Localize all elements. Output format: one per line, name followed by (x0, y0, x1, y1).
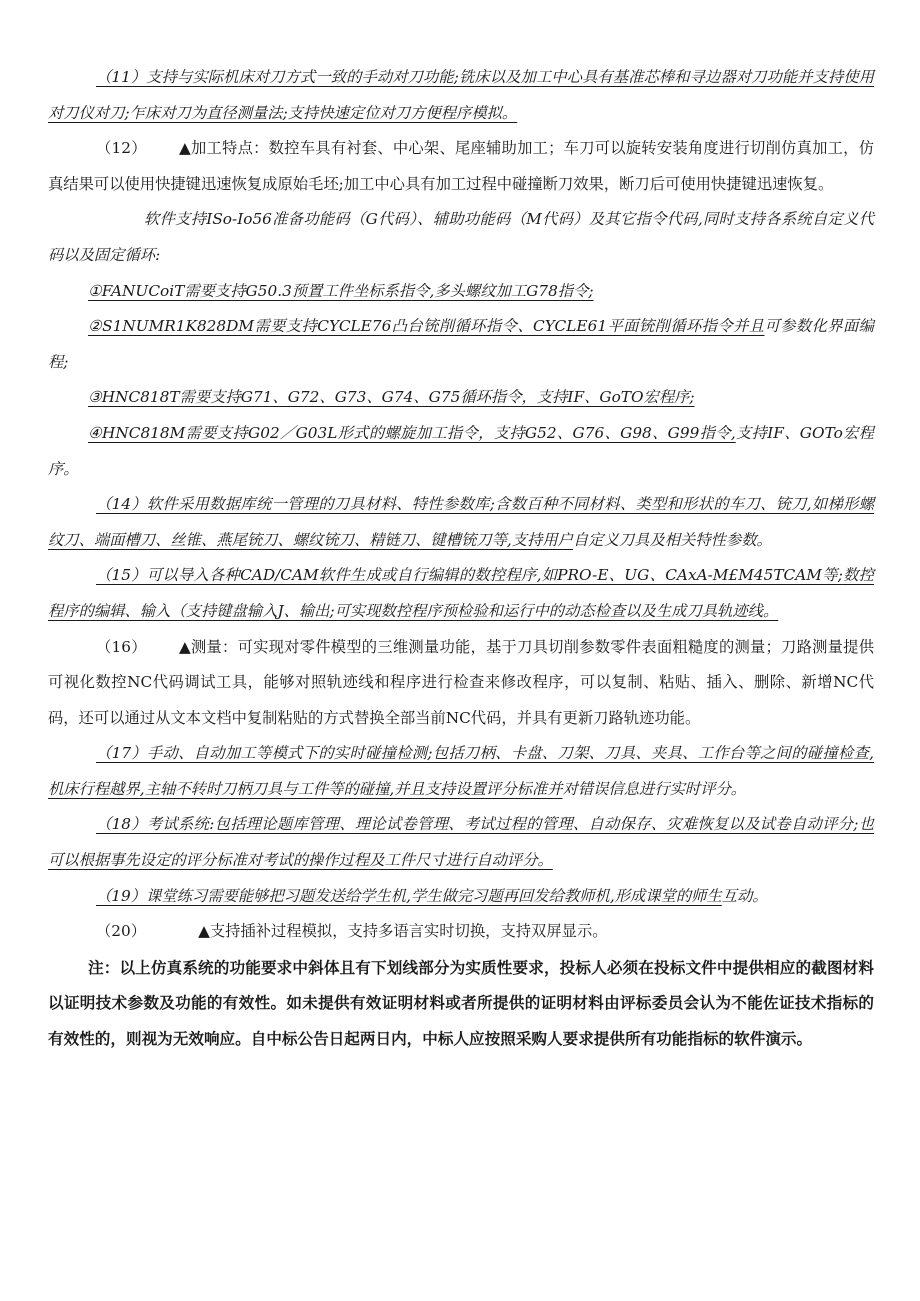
paragraph-17-underlined: （17）手动、自动加工等模式下的实时碰撞检测;包括刀柄、卡盘、刀架、刀具、夹具、工作台等之间的碰撞检查,机床行程越界,主轴不转时刀柄刀具与工件等的碰撞,并且支持设置评分标准并 (48, 744, 874, 798)
clause-3-text: ③HNC818T需要支持G71、G72、G73、G74、G75循环指令，支持IF、GoTO宏程序; (88, 388, 695, 407)
paragraph-12-number: （12） (96, 139, 147, 158)
paragraph-20-number: （20） (96, 922, 147, 941)
paragraph-18 (48, 807, 874, 878)
paragraph-14 (48, 487, 874, 558)
paragraph-11 (48, 60, 874, 131)
paragraph-17 (48, 736, 874, 807)
paragraph-19 (48, 879, 874, 915)
paragraph-20 (48, 914, 874, 950)
paragraph-11-text: （11）支持与实际机床对刀方式一致的手动对刀功能;铣床以及加工中心具有基准芯棒和寻边器对刀功能并支持使用对刀仪对刀;乍床对刀为直径测量法;支持快速定位对刀方便程序模拟。 (48, 68, 874, 122)
paragraph-13: 软件支持ISo-Io56准备功能码（G代码）、辅助功能码（M代码）及其它指令代码,同时支持各系统自定义代码以及固定循环: (48, 210, 874, 264)
clause-1-text: ①FANUCoiT需要支持G50.3预置工件坐标系指令,多头螺纹加工G78指令; (88, 281, 594, 300)
paragraph-16 (48, 630, 874, 737)
clause-2 (48, 309, 874, 380)
clause-3 (48, 380, 874, 416)
clause-4-underlined: ④HNC818M需要支持G02／G03L形式的螺旋加工指令，支持G52、G76、G98、G99指令, (88, 423, 736, 442)
paragraph-14-rest: 自定义刀具及相关特性参数。 (572, 530, 772, 549)
clause-2-rest: 可参数化界面编程; (48, 317, 874, 371)
paragraph-15 (48, 558, 874, 629)
clause-1 (48, 274, 874, 310)
paragraph-18-text: （18）考试系统:包括理论题库管理、理论试卷管理、考试过程的管理、自动保存、灾难恢复以及试卷自动评分;也可以根据事先设定的评分标准对考试的操作过程及工件尺寸进行自动评分。 (48, 815, 874, 870)
paragraph-20-text: ▲支持插补过程模拟，支持多语言实时切换，支持双屏显示。 (198, 922, 608, 941)
document-page (48, 60, 874, 1057)
paragraph-19-underlined: （19）课堂练习需要能够把习题发送给学生机,学生做完习题再回发给教师机,形成课堂的师生 (96, 886, 722, 905)
paragraph-16-number: （16） (96, 637, 147, 656)
paragraph-12 (48, 131, 874, 202)
note-paragraph: 注：以上仿真系统的功能要求中斜体且有下划线部分为实质性要求，投标人必须在投标文件中提供相应的截图材料以证明技术参数及功能的有效性。如未提供有效证明材料或者所提供的证明材料由评标委员会认为不能佐证技术指标的有效性的，则视为无效响应。自中标公告日起两日内，中标人应按照采购人要求提供所有功能指标的软件演示。 (48, 957, 874, 1049)
paragraph-19-rest: 互动。 (721, 886, 768, 905)
clause-2-underlined: ②S1NUMR1K828DM需要支持CYCLE76凸台铳削循环指令、CYCLE61平面铳削循环指令并且 (88, 317, 765, 336)
paragraph-14-underlined: （14）软件采用数据库统一管理的刀具材料、特性参数库;含数百种不同材料、类型和形状的车刀、铳刀,如梯形螺纹刀、端面槽刀、丝锥、燕尾铳刀、螺纹铳刀、精链刀、键槽铳刀等,支持用户 (48, 495, 874, 549)
paragraph-17-rest: 对错误信息进行实时评分。 (562, 779, 747, 798)
paragraph-15-rest: 数控程序的编辑、输入（支持键盘输入J、输出;可实现数控程序预检验和运行中的动态检查以及生成刀具轨迹线。 (48, 566, 874, 620)
paragraph-16-text: ▲测量：可实现对零件模型的三维测量功能，基于刀具切削参数零件表面粗糙度的测量；刀路测量提供可视化数控NC代码调试工具，能够对照轨迹线和程序进行检查来修改程序，可以复制、粘贴、插入、删除、新增NC代码，还可以通过从文本文档中复制粘贴的方式替换全部当前NC代码，并具有更新刀路轨迹功能。 (48, 637, 874, 727)
clause-4-rest: 支持IF、GOTo宏程序。 (48, 423, 874, 478)
paragraph-12-text: ▲加工特点：数控车具有衬套、中心架、尾座辅助加工；车刀可以旋转安装角度进行切削仿真加工，仿真结果可以使用快捷键迅速恢复成原始毛坯;加工中心具有加工过程中碰撞断刀效果，断刀后可使用快捷键迅速恢复。 (48, 139, 874, 193)
paragraph-15-underlined: （15）可以导入各种CAD/CAM软件生成或自行编辑的数控程序,如PRO-E、UG、CAxA-M£M45TCAM等; (96, 566, 843, 585)
clause-4 (48, 416, 874, 487)
